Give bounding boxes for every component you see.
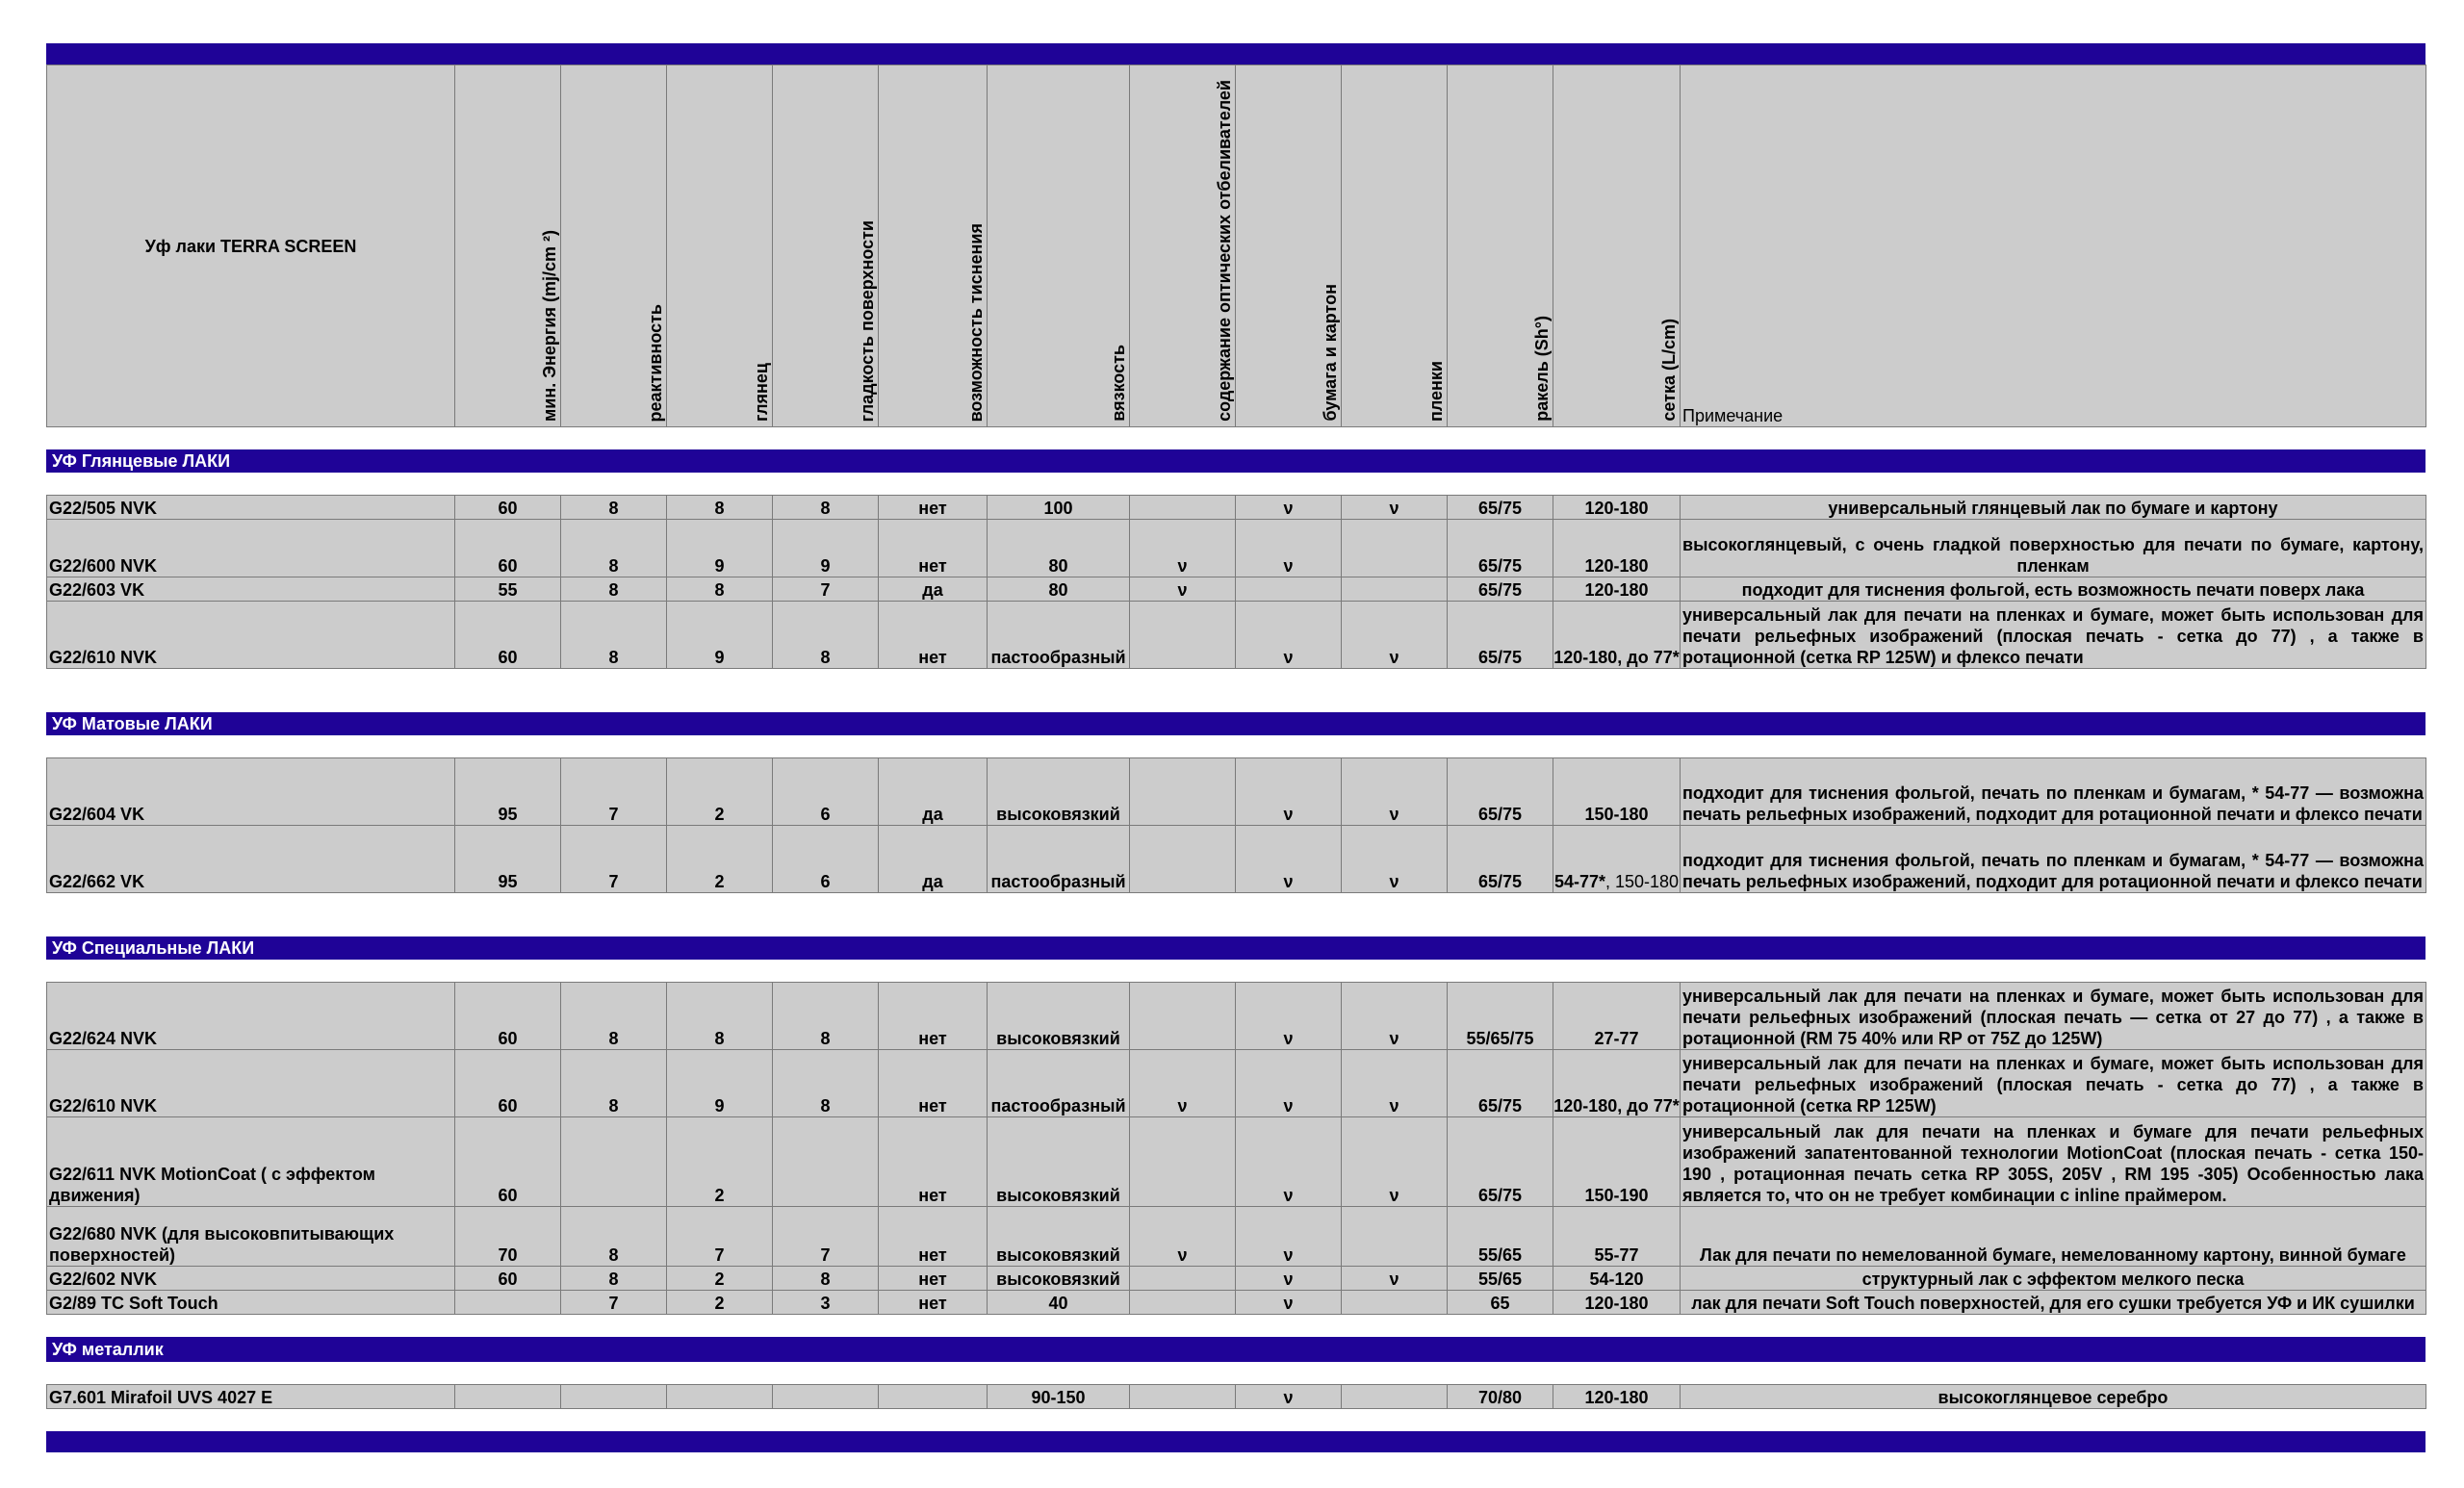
- col-header-viscosity: вязкость: [1109, 345, 1128, 422]
- table-row: [47, 520, 2426, 577]
- cell-smooth: 9: [773, 520, 879, 577]
- cell-optical: ν: [1130, 577, 1236, 602]
- cell-gloss: 8: [667, 983, 773, 1050]
- cell-mesh: 27-77: [1553, 983, 1681, 1050]
- cell-films: [1342, 1207, 1448, 1267]
- cell-mesh: 55-77: [1553, 1207, 1681, 1267]
- note-cell: универсальный лак для печати на пленках и бумаге, может быть использован для печати рельефных изображений (плоская печать - сетка до 77) , а также в ротационной (сетка RP 125W) и флексо печати: [1681, 602, 2426, 669]
- cell-energy: 55: [455, 577, 561, 602]
- cell-visc: пастообразный: [988, 826, 1130, 893]
- product-name: G22/624 NVK: [47, 983, 455, 1050]
- mesh-value-rest: , 150-180: [1604, 872, 1680, 891]
- cell-visc: 80: [988, 577, 1130, 602]
- cell-gloss: 2: [667, 1291, 773, 1315]
- cell-emboss: нет: [879, 1267, 988, 1291]
- cell-optical: [1130, 496, 1236, 520]
- cell-squeegee: 65/75: [1448, 520, 1553, 577]
- cell-mesh: 120-180: [1553, 577, 1681, 602]
- cell-emboss: нет: [879, 1117, 988, 1207]
- header-table: [46, 64, 2426, 427]
- cell-films: [1342, 520, 1448, 577]
- cell-energy: 60: [455, 1267, 561, 1291]
- section-band: УФ металлик: [46, 1337, 2426, 1362]
- product-name: G22/610 NVK: [47, 1050, 455, 1117]
- cell-visc: высоковязкий: [988, 983, 1130, 1050]
- cell-emboss: нет: [879, 983, 988, 1050]
- cell-emboss: нет: [879, 496, 988, 520]
- col-header-smoothness: гладкость поверхности: [858, 219, 877, 422]
- cell-paper: [1236, 577, 1342, 602]
- spreadsheet: [46, 43, 2426, 1452]
- cell-films: ν: [1342, 1050, 1448, 1117]
- product-name: G22/662 VK: [47, 826, 455, 893]
- cell-visc: пастообразный: [988, 1050, 1130, 1117]
- cell-mesh: 120-180, до 77*: [1553, 1050, 1681, 1117]
- cell-paper: ν: [1236, 1291, 1342, 1315]
- cell-gloss: 9: [667, 602, 773, 669]
- table-row: [47, 1207, 2426, 1267]
- cell-smooth: 8: [773, 1050, 879, 1117]
- cell-react: 8: [561, 983, 667, 1050]
- cell-paper: ν: [1236, 758, 1342, 826]
- product-name: G22/603 VK: [47, 577, 455, 602]
- cell-energy: 60: [455, 1050, 561, 1117]
- cell-energy: 60: [455, 496, 561, 520]
- table-row: [47, 758, 2426, 826]
- cell-gloss: 9: [667, 520, 773, 577]
- cell-films: ν: [1342, 496, 1448, 520]
- cell-optical: [1130, 758, 1236, 826]
- cell-gloss: 2: [667, 1117, 773, 1207]
- cell-energy: [455, 1385, 561, 1409]
- cell-visc: 100: [988, 496, 1130, 520]
- cell-mesh: 120-180: [1553, 496, 1681, 520]
- col-header-optical-brighteners: содержание оптических отбеливателей: [1215, 80, 1234, 422]
- cell-gloss: 2: [667, 758, 773, 826]
- cell-gloss: 8: [667, 577, 773, 602]
- col-header-films: пленки: [1426, 360, 1446, 422]
- cell-mesh: 120-180: [1553, 1291, 1681, 1315]
- cell-smooth: [773, 1385, 879, 1409]
- cell-gloss: 7: [667, 1207, 773, 1267]
- cell-smooth: 6: [773, 826, 879, 893]
- cell-optical: [1130, 983, 1236, 1050]
- cell-squeegee: 55/65/75: [1448, 983, 1553, 1050]
- note-cell: подходит для тиснения фольгой, есть возможность печати поверх лака: [1681, 577, 2426, 602]
- cell-emboss: [879, 1385, 988, 1409]
- cell-squeegee: 65/75: [1448, 1117, 1553, 1207]
- cell-squeegee: 65/75: [1448, 496, 1553, 520]
- section-table: [46, 982, 2426, 1315]
- cell-smooth: 8: [773, 1267, 879, 1291]
- cell-react: 8: [561, 577, 667, 602]
- cell-energy: 60: [455, 983, 561, 1050]
- cell-paper: ν: [1236, 1207, 1342, 1267]
- cell-mesh: 54-120: [1553, 1267, 1681, 1291]
- cell-react: 8: [561, 1207, 667, 1267]
- cell-optical: ν: [1130, 1207, 1236, 1267]
- table-row: [47, 1267, 2426, 1291]
- col-header-gloss: глянец: [752, 363, 771, 422]
- cell-energy: [455, 1291, 561, 1315]
- product-name: G22/611 NVK MotionCoat ( с эффектом движения): [47, 1117, 455, 1207]
- col-header-note: Примечание: [1681, 65, 2426, 427]
- cell-energy: 95: [455, 758, 561, 826]
- cell-mesh: 120-180, до 77*: [1553, 602, 1681, 669]
- cell-smooth: 8: [773, 496, 879, 520]
- cell-emboss: нет: [879, 1207, 988, 1267]
- note-cell: универсальный лак для печати на пленках и бумаге для печати рельефных изображений запатентованной технологии MotionCoat (плоская печать - сетка 150-190 , ротационная печать сетка RP 305S, 205V , RM 195 -305) Особенностью лака является то, что он не требует комбинации с inline праймером.: [1681, 1117, 2426, 1207]
- cell-energy: 60: [455, 602, 561, 669]
- cell-energy: 70: [455, 1207, 561, 1267]
- col-header-energy: мин. Энергия (mj/cm ²): [540, 229, 559, 422]
- cell-react: 8: [561, 1267, 667, 1291]
- product-name: G7.601 Mirafoil UVS 4027 E: [47, 1385, 455, 1409]
- col-header-squeegee: ракель (Sh°): [1532, 316, 1552, 422]
- cell-optical: [1130, 1267, 1236, 1291]
- cell-paper: ν: [1236, 1385, 1342, 1409]
- cell-films: ν: [1342, 758, 1448, 826]
- cell-films: ν: [1342, 983, 1448, 1050]
- cell-optical: [1130, 826, 1236, 893]
- cell-react: [561, 1117, 667, 1207]
- cell-gloss: [667, 1385, 773, 1409]
- col-header-mesh: сетка (L/cm): [1659, 319, 1679, 422]
- note-cell: Лак для печати по немелованной бумаге, немелованному картону, винной бумаге: [1681, 1207, 2426, 1267]
- table-row: [47, 1050, 2426, 1117]
- cell-films: [1342, 1291, 1448, 1315]
- cell-react: 8: [561, 496, 667, 520]
- note-cell: универсальный глянцевый лак по бумаге и картону: [1681, 496, 2426, 520]
- cell-mesh: 150-190: [1553, 1117, 1681, 1207]
- cell-smooth: 8: [773, 602, 879, 669]
- table-title: Уф лаки TERRA SCREEN: [47, 65, 455, 427]
- cell-gloss: 2: [667, 826, 773, 893]
- cell-visc: 80: [988, 520, 1130, 577]
- cell-mesh: 150-180: [1553, 758, 1681, 826]
- cell-paper: ν: [1236, 1050, 1342, 1117]
- cell-gloss: 8: [667, 496, 773, 520]
- note-cell: универсальный лак для печати на пленках и бумаге, может быть использован для печати рельефных изображений (плоская печать - сетка до 77) , а также в ротационной (сетка RP 125W): [1681, 1050, 2426, 1117]
- note-cell: универсальный лак для печати на пленках и бумаге, может быть использован для печати рельефных изображений (плоская печать — сетка от 27 до 77) , а также в ротационной (RM 75 40% или RP от 75Z до 125W): [1681, 983, 2426, 1050]
- table-row: [47, 1291, 2426, 1315]
- cell-smooth: 7: [773, 577, 879, 602]
- cell-visc: пастообразный: [988, 602, 1130, 669]
- cell-mesh: 120-180: [1553, 520, 1681, 577]
- cell-smooth: 7: [773, 1207, 879, 1267]
- cell-emboss: да: [879, 577, 988, 602]
- col-header-paper: бумага и картон: [1321, 284, 1340, 422]
- product-name: G22/610 NVK: [47, 602, 455, 669]
- cell-squeegee: 65/75: [1448, 758, 1553, 826]
- cell-emboss: нет: [879, 602, 988, 669]
- cell-react: [561, 1385, 667, 1409]
- cell-emboss: нет: [879, 1050, 988, 1117]
- mesh-value-bold: 54-77*: [1553, 872, 1605, 891]
- note-cell: подходит для тиснения фольгой, печать по пленкам и бумагам, * 54-77 — возможна печать рельефных изображений, подходит для ротационной печати и флексо печати: [1681, 758, 2426, 826]
- cell-squeegee: 55/65: [1448, 1267, 1553, 1291]
- cell-energy: 60: [455, 520, 561, 577]
- cell-paper: ν: [1236, 1267, 1342, 1291]
- section-band: УФ Матовые ЛАКИ: [46, 712, 2426, 735]
- cell-paper: ν: [1236, 602, 1342, 669]
- table-row: [47, 1385, 2426, 1409]
- top-band: [46, 43, 2426, 64]
- cell-films: [1342, 1385, 1448, 1409]
- bottom-band: [46, 1431, 2426, 1452]
- cell-visc: 90-150: [988, 1385, 1130, 1409]
- table-row: [47, 496, 2426, 520]
- section-table: [46, 757, 2426, 893]
- cell-visc: высоковязкий: [988, 1207, 1130, 1267]
- cell-paper: ν: [1236, 826, 1342, 893]
- cell-optical: ν: [1130, 520, 1236, 577]
- cell-optical: [1130, 1385, 1236, 1409]
- cell-emboss: нет: [879, 1291, 988, 1315]
- cell-react: 7: [561, 758, 667, 826]
- cell-paper: ν: [1236, 983, 1342, 1050]
- product-name: G22/600 NVK: [47, 520, 455, 577]
- product-name: G2/89 TC Soft Touch: [47, 1291, 455, 1315]
- cell-paper: ν: [1236, 496, 1342, 520]
- cell-visc: 40: [988, 1291, 1130, 1315]
- cell-visc: высоковязкий: [988, 758, 1130, 826]
- table-row: [47, 602, 2426, 669]
- table-row: [47, 577, 2426, 602]
- cell-squeegee: 55/65: [1448, 1207, 1553, 1267]
- cell-squeegee: 70/80: [1448, 1385, 1553, 1409]
- cell-squeegee: 65/75: [1448, 602, 1553, 669]
- col-header-embossing: возможность тиснения: [966, 222, 986, 422]
- note-cell: подходит для тиснения фольгой, печать по пленкам и бумагам, * 54-77 — возможна печать рельефных изображений, подходит для ротационной печати и флексо печати: [1681, 826, 2426, 893]
- cell-react: 8: [561, 1050, 667, 1117]
- section-table: [46, 1384, 2426, 1409]
- cell-visc: высоковязкий: [988, 1267, 1130, 1291]
- cell-optical: ν: [1130, 1050, 1236, 1117]
- sections-container: [46, 427, 2426, 1409]
- cell-films: ν: [1342, 1117, 1448, 1207]
- cell-react: 7: [561, 1291, 667, 1315]
- product-name: G22/604 VK: [47, 758, 455, 826]
- table-row: [47, 1117, 2426, 1207]
- cell-emboss: нет: [879, 520, 988, 577]
- cell-paper: ν: [1236, 1117, 1342, 1207]
- cell-squeegee: 65/75: [1448, 1050, 1553, 1117]
- section-band: УФ Глянцевые ЛАКИ: [46, 449, 2426, 473]
- cell-paper: ν: [1236, 520, 1342, 577]
- note-cell: высокоглянцевое серебро: [1681, 1385, 2426, 1409]
- note-cell: структурный лак с эффектом мелкого песка: [1681, 1267, 2426, 1291]
- cell-optical: [1130, 602, 1236, 669]
- cell-react: 8: [561, 602, 667, 669]
- note-cell: лак для печати Soft Touch поверхностей, для его сушки требуется УФ и ИК сушилки: [1681, 1291, 2426, 1315]
- cell-optical: [1130, 1291, 1236, 1315]
- cell-squeegee: 65/75: [1448, 577, 1553, 602]
- cell-gloss: 9: [667, 1050, 773, 1117]
- cell-optical: [1130, 1117, 1236, 1207]
- cell-react: 8: [561, 520, 667, 577]
- table-row: [47, 983, 2426, 1050]
- cell-emboss: да: [879, 826, 988, 893]
- cell-films: ν: [1342, 1267, 1448, 1291]
- section-band: УФ Специальные ЛАКИ: [46, 936, 2426, 960]
- cell-squeegee: 65: [1448, 1291, 1553, 1315]
- product-name: G22/505 NVK: [47, 496, 455, 520]
- section-table: [46, 495, 2426, 669]
- product-name: G22/680 NVK (для высоковпитывающих поверхностей): [47, 1207, 455, 1267]
- cell-energy: 60: [455, 1117, 561, 1207]
- cell-mesh: [1553, 826, 1681, 893]
- col-header-reactivity: реактивность: [646, 303, 665, 422]
- cell-mesh: 120-180: [1553, 1385, 1681, 1409]
- cell-squeegee: 65/75: [1448, 826, 1553, 893]
- cell-smooth: 3: [773, 1291, 879, 1315]
- cell-films: ν: [1342, 826, 1448, 893]
- cell-energy: 95: [455, 826, 561, 893]
- cell-react: 7: [561, 826, 667, 893]
- cell-smooth: 8: [773, 983, 879, 1050]
- cell-smooth: [773, 1117, 879, 1207]
- cell-smooth: 6: [773, 758, 879, 826]
- cell-films: ν: [1342, 602, 1448, 669]
- cell-emboss: да: [879, 758, 988, 826]
- product-name: G22/602 NVK: [47, 1267, 455, 1291]
- cell-visc: высоковязкий: [988, 1117, 1130, 1207]
- cell-gloss: 2: [667, 1267, 773, 1291]
- cell-films: [1342, 577, 1448, 602]
- table-row: [47, 826, 2426, 893]
- note-cell: высокоглянцевый, с очень гладкой поверхностью для печати по бумаге, картону, пленкам: [1681, 520, 2426, 577]
